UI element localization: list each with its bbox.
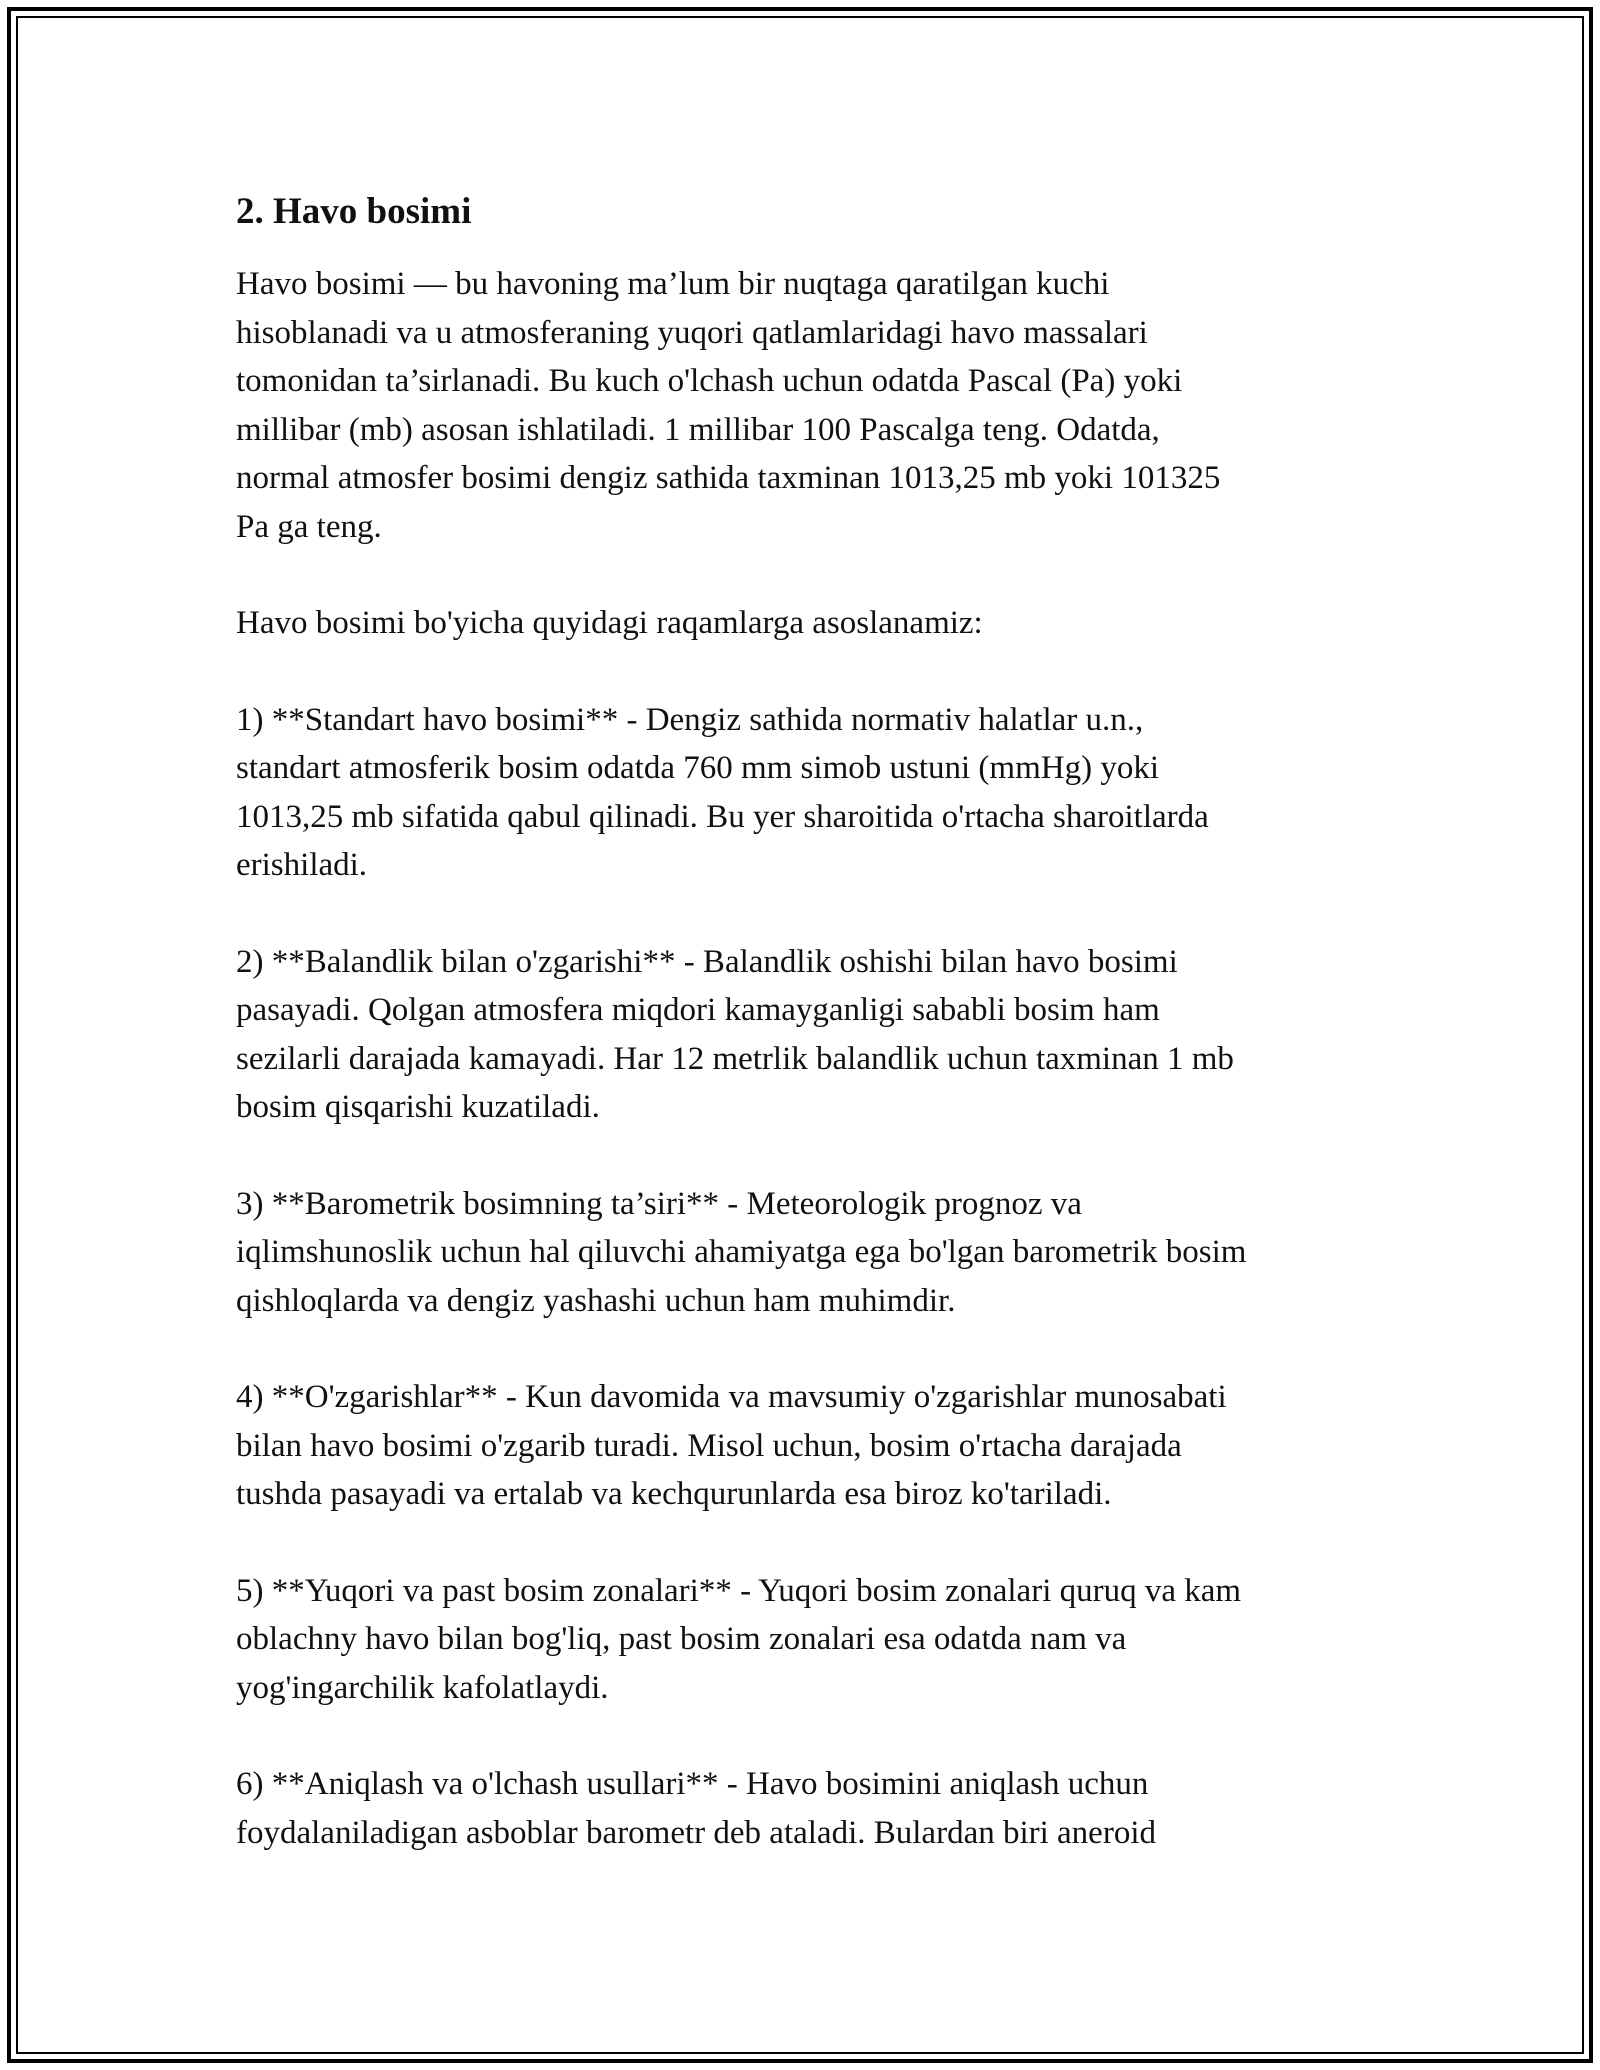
list-item-pressure-zones: 5) **Yuqori va past bosim zonalari** - Yuqori bosim zonalari quruq va kam oblachny havo bilan bog'liq, past bosim zonalari esa odatda nam va yog'ingarchilik kafolatlaydi. [236,1572,1242,1706]
list-item-barometric-effect: 3) **Barometrik bosimning ta’siri** - Meteorologik prognoz va iqlimshunoslik uchun hal qiluvchi ahamiyatga ega bo'lgan barometrik bosim qishloqlarda va dengiz yashashi uchun ham muhimdir. [236,1185,1247,1319]
document-body [236,186,1376,1905]
intro-paragraph: Havo bosimi — bu havoning ma’lum bir nuqtaga qaratilgan kuchi hisoblanadi va u atmosferaning yuqori qatlamlaridagi havo massalari tomonidan ta’sirlanadi. Bu kuch o'lchash uchun odatda Pascal (Pa) yoki millibar (mb) asosan ishlatiladi. 1 millibar 100 Pascalga teng. Odatda, normal atmosfer bosimi dengiz sathida taxminan 1013,25 mb yoki 101325 Pa ga teng. [236,266,1221,545]
list-intro-paragraph: Havo bosimi bo'yicha quyidagi raqamlarga asoslanamiz: [236,605,983,641]
list-item-measurement-methods: 6) **Aniqlash va o'lchash usullari** - Havo bosimini aniqlash uchun foydalaniladigan asboblar barometr deb ataladi. Bulardan biri aneroid [236,1766,1156,1851]
list-item-standard-pressure: 1) **Standart havo bosimi** - Dengiz sathida normativ halatlar u.n., standart atmosferik bosim odatda 760 mm simob ustuni (mmHg) yoki 1013,25 mb sifatida qabul qilinadi. Bu yer sharoitida o'rtacha sharoitlarda erishiladi. [236,701,1209,883]
section-heading: 2. Havo bosimi [236,191,472,232]
list-item-altitude-change: 2) **Balandlik bilan o'zgarishi** - Balandlik oshishi bilan havo bosimi pasayadi. Qolgan atmosfera miqdori kamayganligi sababli bosim ham sezilarli darajada kamayadi. Har 12 metrlik balandlik uchun taxminan 1 mb bosim qisqarishi kuzatiladi. [236,943,1234,1125]
list-item-variations: 4) **O'zgarishlar** - Kun davomida va mavsumiy o'zgarishlar munosabati bilan havo bosimi o'zgarib turadi. Misol uchun, bosim o'rtacha darajada tushda pasayadi va ertalab va kechqurunlarda esa biroz ko'tariladi. [236,1379,1227,1512]
